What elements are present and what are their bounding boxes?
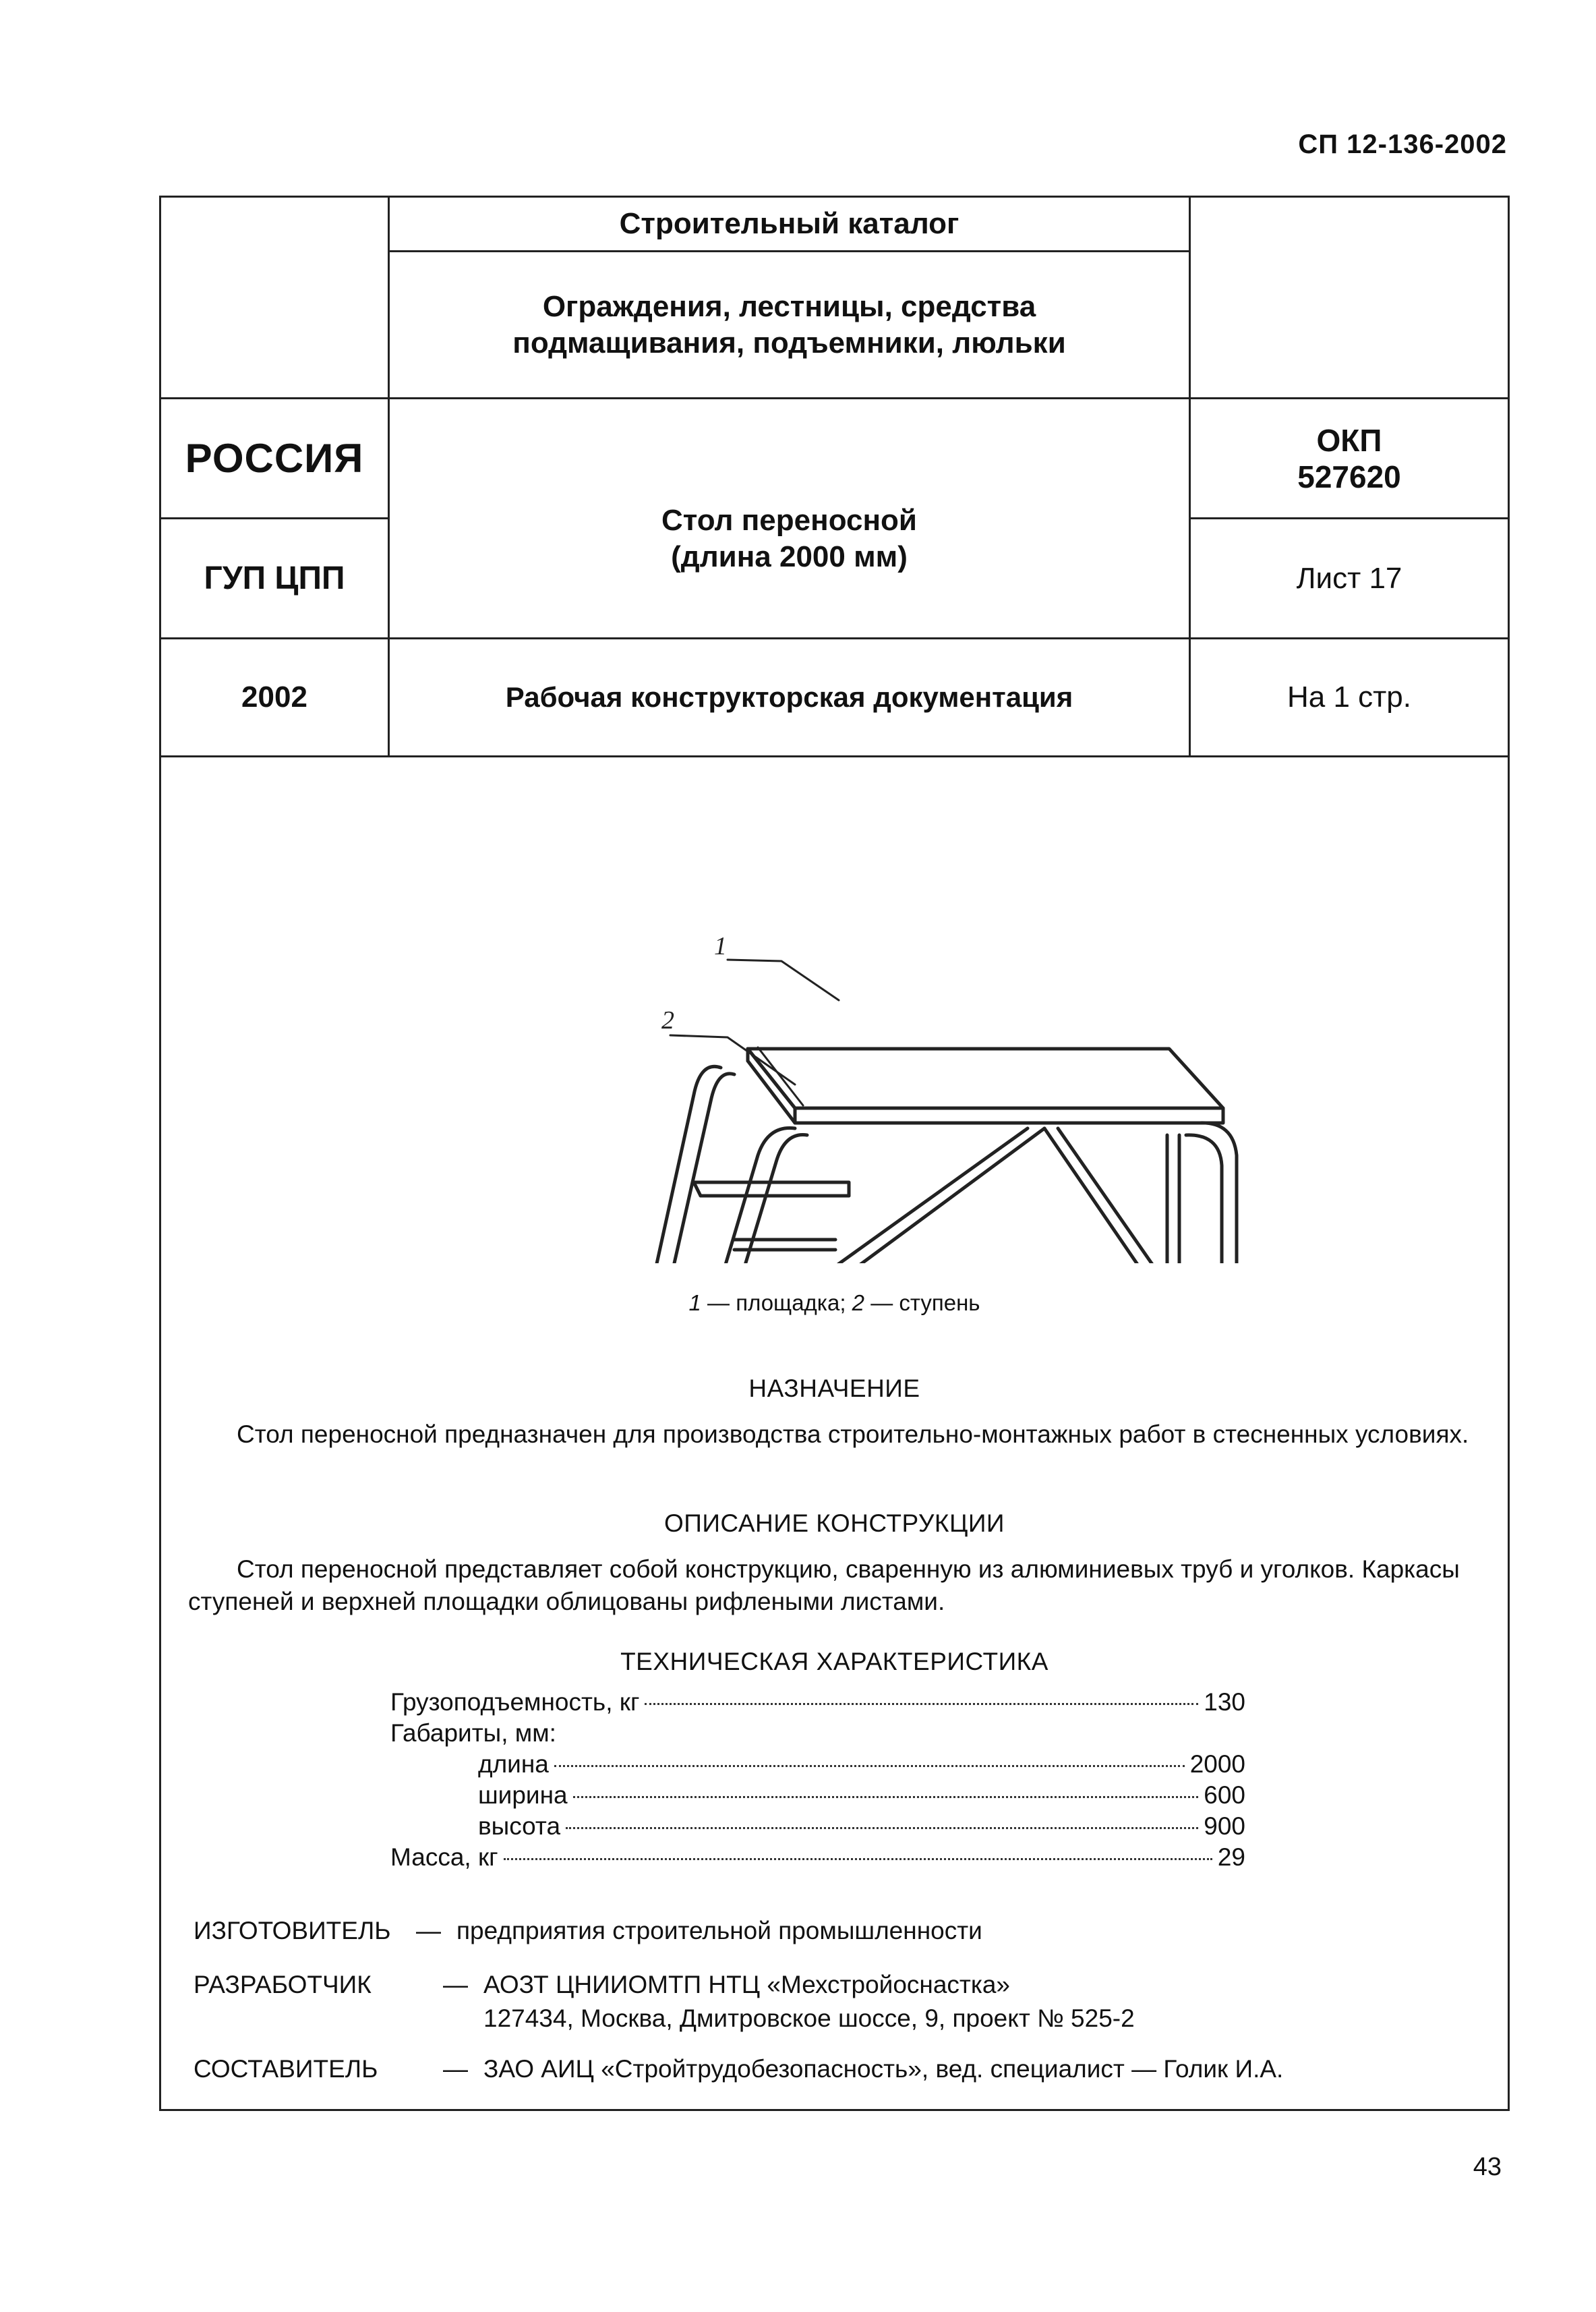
catalog-title: Строительный каталог [619,207,959,240]
info-label: ИЗГОТОВИТЕЛЬ [194,1917,391,1944]
spec-label: Грузоподъемность, кг [390,1688,640,1716]
sheet-number: Лист 17 [1296,561,1402,595]
catalog-sheet [159,196,1510,2111]
callout-label-2: 2 [661,1006,674,1035]
category-title [390,252,1189,397]
spec-value: 900 [1204,1812,1245,1840]
organization-label: ГУП ЦПП [204,560,345,596]
okp-code: 527620 [1297,459,1401,494]
figure-caption [161,1290,1508,1316]
step-upper [694,1182,849,1196]
info-text: предприятия строительной промышленности [456,1917,982,1944]
spec-label: высота [478,1812,561,1840]
spec-value: 2000 [1189,1750,1245,1778]
product-line: (длина 2000 мм) [671,540,908,573]
year-label: 2002 [241,681,307,714]
spec-label: ширина [478,1781,568,1809]
info-dash: — [443,1971,468,1998]
category-line: подмащивания, подъемники, люльки [512,326,1066,359]
platform-top [748,1049,1223,1108]
info-dash: — [416,1917,441,1944]
info-label: РАЗРАБОТЧИК [194,1971,372,1998]
document-code: СП 12-136-2002 [1298,129,1507,159]
caption-num: 1 [688,1290,701,1315]
doc-type-label: Рабочая конструкторская документация [505,681,1073,713]
header-table [161,198,1508,757]
design-text: Стол переносной представляет собой конструкцию, сваренную из алюминиевых труб и уголков. Каркасы ступеней и верхней площадки облицованы рифлеными листами. [188,1555,1460,1615]
spec-value: 29 [1217,1843,1245,1871]
spec-row [390,1719,556,1747]
section-title-purpose: НАЗНАЧЕНИЕ [748,1375,920,1402]
section-title-design: ОПИСАНИЕ КОНСТРУКЦИИ [663,1509,1005,1537]
info-dash: — [443,2055,468,2083]
caption-num: 2 [852,1290,865,1315]
section-title-specs: ТЕХНИЧЕСКАЯ ХАРАКТЕРИСТИКА [620,1648,1048,1675]
spec-label: длина [478,1750,549,1778]
spec-row [478,1781,1245,1810]
pages-count: На 1 стр. [1287,681,1411,714]
category-line: Ограждения, лестницы, средства [542,289,1036,323]
info-text: 127434, Москва, Дмитровское шоссе, 9, проект № 525-2 [483,2004,1135,2032]
info-text: ЗАО АИЦ «Стройтрудобезопасность», вед. специалист — Голик И.А. [483,2055,1284,2083]
spec-row [478,1750,1245,1779]
page-number: 43 [1473,2153,1502,2181]
spec-row [390,1843,1245,1872]
caption-text: — ступень [864,1290,980,1315]
country-label: РОССИЯ [185,436,364,481]
spec-value: 600 [1204,1781,1245,1809]
spec-label: Габариты, мм: [390,1719,556,1747]
callout-label-1: 1 [714,932,727,960]
spec-value: 130 [1204,1688,1245,1716]
okp-block [1191,399,1508,517]
info-text: АОЗТ ЦНИИОМТП НТЦ «Мехстройоснастка» [483,1971,1011,1998]
product-title [390,399,1189,637]
okp-label: ОКП [1316,422,1382,458]
product-line: Стол переносной [661,503,917,537]
spec-row [478,1812,1245,1841]
grid-line [161,755,1508,757]
purpose-text: Стол переносной предназначен для производства строительно-монтажных работ в стесненных условиях. [237,1420,1469,1448]
spec-row [390,1688,1245,1716]
info-label: СОСТАВИТЕЛЬ [194,2055,378,2083]
caption-text: — площадка; [701,1290,852,1315]
platform-edge [795,1108,1223,1123]
portable-table-drawing [417,778,1361,1263]
spec-label: Масса, кг [390,1843,498,1871]
